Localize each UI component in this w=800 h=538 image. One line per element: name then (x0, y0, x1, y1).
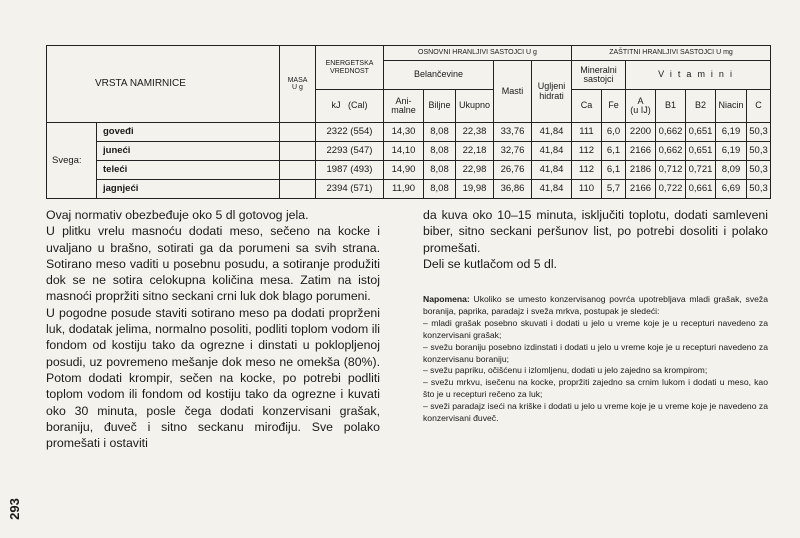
masa-cell (280, 180, 316, 199)
masa-cell (280, 142, 316, 161)
fe-value: 6,0 (602, 123, 626, 142)
b1-value: 0,722 (656, 180, 686, 199)
header-vrsta: VRSTA NAMIRNICE (47, 46, 280, 123)
biljne-value: 8,08 (424, 180, 456, 199)
header-kj-cal (316, 90, 384, 123)
animal-value: 14,10 (384, 142, 424, 161)
paragraph: da kuva oko 10–15 minuta, isključiti toplotu, dodati samleveni biber, sitno seckani peršunov list, po potrebi dosoliti i polako promešati. (423, 208, 768, 255)
masti-value: 36,86 (494, 180, 532, 199)
a-value: 2200 (626, 123, 656, 142)
header-ugljeni: Ugljeni hidrati (532, 61, 572, 123)
header-ca: Ca (572, 90, 602, 123)
c-value: 50,3 (747, 161, 771, 180)
header-kj: kJ (331, 100, 341, 111)
paragraph: U plitku vrelu masnoću dodati meso, sečeno na kocke i uvaljano u brašno, sotirati ga da porumeni sa svih strana. Sotirano meso vaditi u posebnu posudu, a sotiranje produžiti dok se ne sotira celokupna količina mesa. Zatim na istoj masnoći propržiti sitno seckani crni luk dok blago porumeni. (46, 224, 380, 304)
c-value: 50,3 (747, 142, 771, 161)
a-value: 2186 (626, 161, 656, 180)
masa-cell (280, 161, 316, 180)
energy-cell (316, 161, 384, 180)
kj-value: 2322 (326, 126, 348, 138)
ugljeni-value: 41,84 (532, 123, 572, 142)
masti-value: 32,76 (494, 142, 532, 161)
b1-value: 0,662 (656, 123, 686, 142)
note-label: Napomena: (423, 294, 470, 304)
ugljeni-value: 41,84 (532, 142, 572, 161)
ca-value: 112 (572, 161, 602, 180)
table-row (47, 123, 771, 142)
energy-cell (316, 142, 384, 161)
a-value: 2166 (626, 142, 656, 161)
header-belancevine: Belančevine (384, 61, 494, 90)
masti-value: 33,76 (494, 123, 532, 142)
note-block (423, 294, 768, 425)
paragraph: Deli se kutlačom od 5 dl. (423, 256, 557, 271)
b1-value: 0,662 (656, 142, 686, 161)
fe-value: 6,1 (602, 161, 626, 180)
niacin-value: 8,09 (716, 161, 747, 180)
cal-value: (571) (350, 183, 373, 195)
note-intro (423, 294, 768, 318)
ugljeni-value: 41,84 (532, 161, 572, 180)
animal-value: 14,90 (384, 161, 424, 180)
niacin-value: 6,19 (716, 142, 747, 161)
header-vitamini: Vitamini (626, 61, 771, 90)
kj-value: 1987 (326, 164, 348, 176)
header-b2: B2 (686, 90, 716, 123)
note-item: – sveži paradajz iseći na kriške i dodati u jelo u vreme koje je u vreme koje je navedeno za konzervisani đuveč. (423, 401, 768, 424)
masa-cell (280, 123, 316, 142)
cal-value: (554) (350, 126, 373, 138)
paragraph: U pogodne posude staviti sotirano meso pa dodati proprženi luk, dodatak jelima, normalno posoliti, podliti toplom vodom ili fondom od kostiju tako da ogrezne i dinstati u poklopljenoj posudi, uz povremeno mešanje dok meso ne omekša (80%). Potom dodati krompir, sečen na kocke, po potrebi podliti toplom vodom ili fondom od kostiju tako da ogrezne i kuvati oko 30 minuta, posle čega dodati konzervisani grašak, boraniju, đuveč i sitno seckanu mirođiju. Sve polako promešati i ostaviti (46, 305, 380, 451)
c-value: 50,3 (747, 180, 771, 199)
note-item: – svežu boraniju posebno izdinstati i dodati u jelo u vreme koje je u recepturi navedeno za konzervisanu boraniju; (423, 341, 768, 364)
header-masa: MASA U g (280, 46, 316, 123)
kj-value: 2293 (326, 145, 348, 157)
b2-value: 0,661 (686, 180, 716, 199)
niacin-value: 6,69 (716, 180, 747, 199)
header-biljne: Biljne (424, 90, 456, 123)
header-cal: (Cal) (348, 100, 368, 111)
header-osnovni: OSNOVNI HRANLJIVI SASTOJCI U g (384, 46, 572, 61)
note-item: – mladi grašak posebno skuvati i dodati u jelo u vreme koje je u recepturi navedeno za konzervisani grašak; (423, 317, 768, 340)
energy-cell (316, 180, 384, 199)
dish-name: teleći (97, 161, 280, 180)
note-item: – svežu mrkvu, isečenu na kocke, propržiti zajedno sa crnim lukom i dodati u meso, kao što je u recepturi rečeno za luk; (423, 377, 768, 400)
table-row (47, 180, 771, 199)
dish-name: jagnjeći (97, 180, 280, 199)
a-value: 2166 (626, 180, 656, 199)
header-masti: Masti (494, 61, 532, 123)
note-item: – svežu papriku, očišćenu i izlomljenu, dodati u jelo zajedno sa krompirom; (423, 365, 708, 376)
header-energetska: ENERGETSKA VREDNOST (316, 46, 384, 90)
kj-value: 2394 (326, 183, 348, 195)
animal-value: 14,30 (384, 123, 424, 142)
header-mineralni: Mineralni sastojci (572, 61, 626, 90)
b2-value: 0,651 (686, 123, 716, 142)
b2-value: 0,651 (686, 142, 716, 161)
nutrition-table (46, 45, 771, 199)
group-label: Svega: (47, 123, 97, 199)
header-b1: B1 (656, 90, 686, 123)
ukupno-value: 22,38 (456, 123, 494, 142)
header-a: A (u IJ) (626, 90, 656, 123)
left-column (46, 207, 380, 451)
biljne-value: 8,08 (424, 123, 456, 142)
table-row (47, 142, 771, 161)
ukupno-value: 19,98 (456, 180, 494, 199)
header-fe: Fe (602, 90, 626, 123)
cal-value: (547) (350, 145, 373, 157)
ca-value: 110 (572, 180, 602, 199)
header-animalne: Ani- malne (384, 90, 424, 123)
dish-name: goveđi (97, 123, 280, 142)
header-ukupno: Ukupno (456, 90, 494, 123)
header-niacin: Niacin (716, 90, 747, 123)
cal-value: (493) (350, 164, 373, 176)
paragraph: Ovaj normativ obezbeđuje oko 5 dl gotovog jela. (46, 208, 309, 222)
note-intro-text: Ukoliko se umesto konzervisanog povrća upotrebljava mladi grašak, sveža boranija, paprika, paradajz i sveža mrkva, postupak je sledeći: (423, 294, 768, 316)
fe-value: 5,7 (602, 180, 626, 199)
dish-name: juneći (97, 142, 280, 161)
fe-value: 6,1 (602, 142, 626, 161)
header-zastitni: ZAŠTITNI HRANLJIVI SASTOJCI U mg (572, 46, 771, 61)
c-value: 50,3 (747, 123, 771, 142)
biljne-value: 8,08 (424, 161, 456, 180)
page-number: 293 (7, 498, 22, 520)
ca-value: 111 (572, 123, 602, 142)
biljne-value: 8,08 (424, 142, 456, 161)
header-c: C (747, 90, 771, 123)
b2-value: 0,721 (686, 161, 716, 180)
table-row (47, 161, 771, 180)
niacin-value: 6,19 (716, 123, 747, 142)
ugljeni-value: 41,84 (532, 180, 572, 199)
b1-value: 0,712 (656, 161, 686, 180)
masti-value: 26,76 (494, 161, 532, 180)
animal-value: 11,90 (384, 180, 424, 199)
ca-value: 112 (572, 142, 602, 161)
ukupno-value: 22,98 (456, 161, 494, 180)
right-column (423, 207, 768, 272)
energy-cell (316, 123, 384, 142)
ukupno-value: 22,18 (456, 142, 494, 161)
